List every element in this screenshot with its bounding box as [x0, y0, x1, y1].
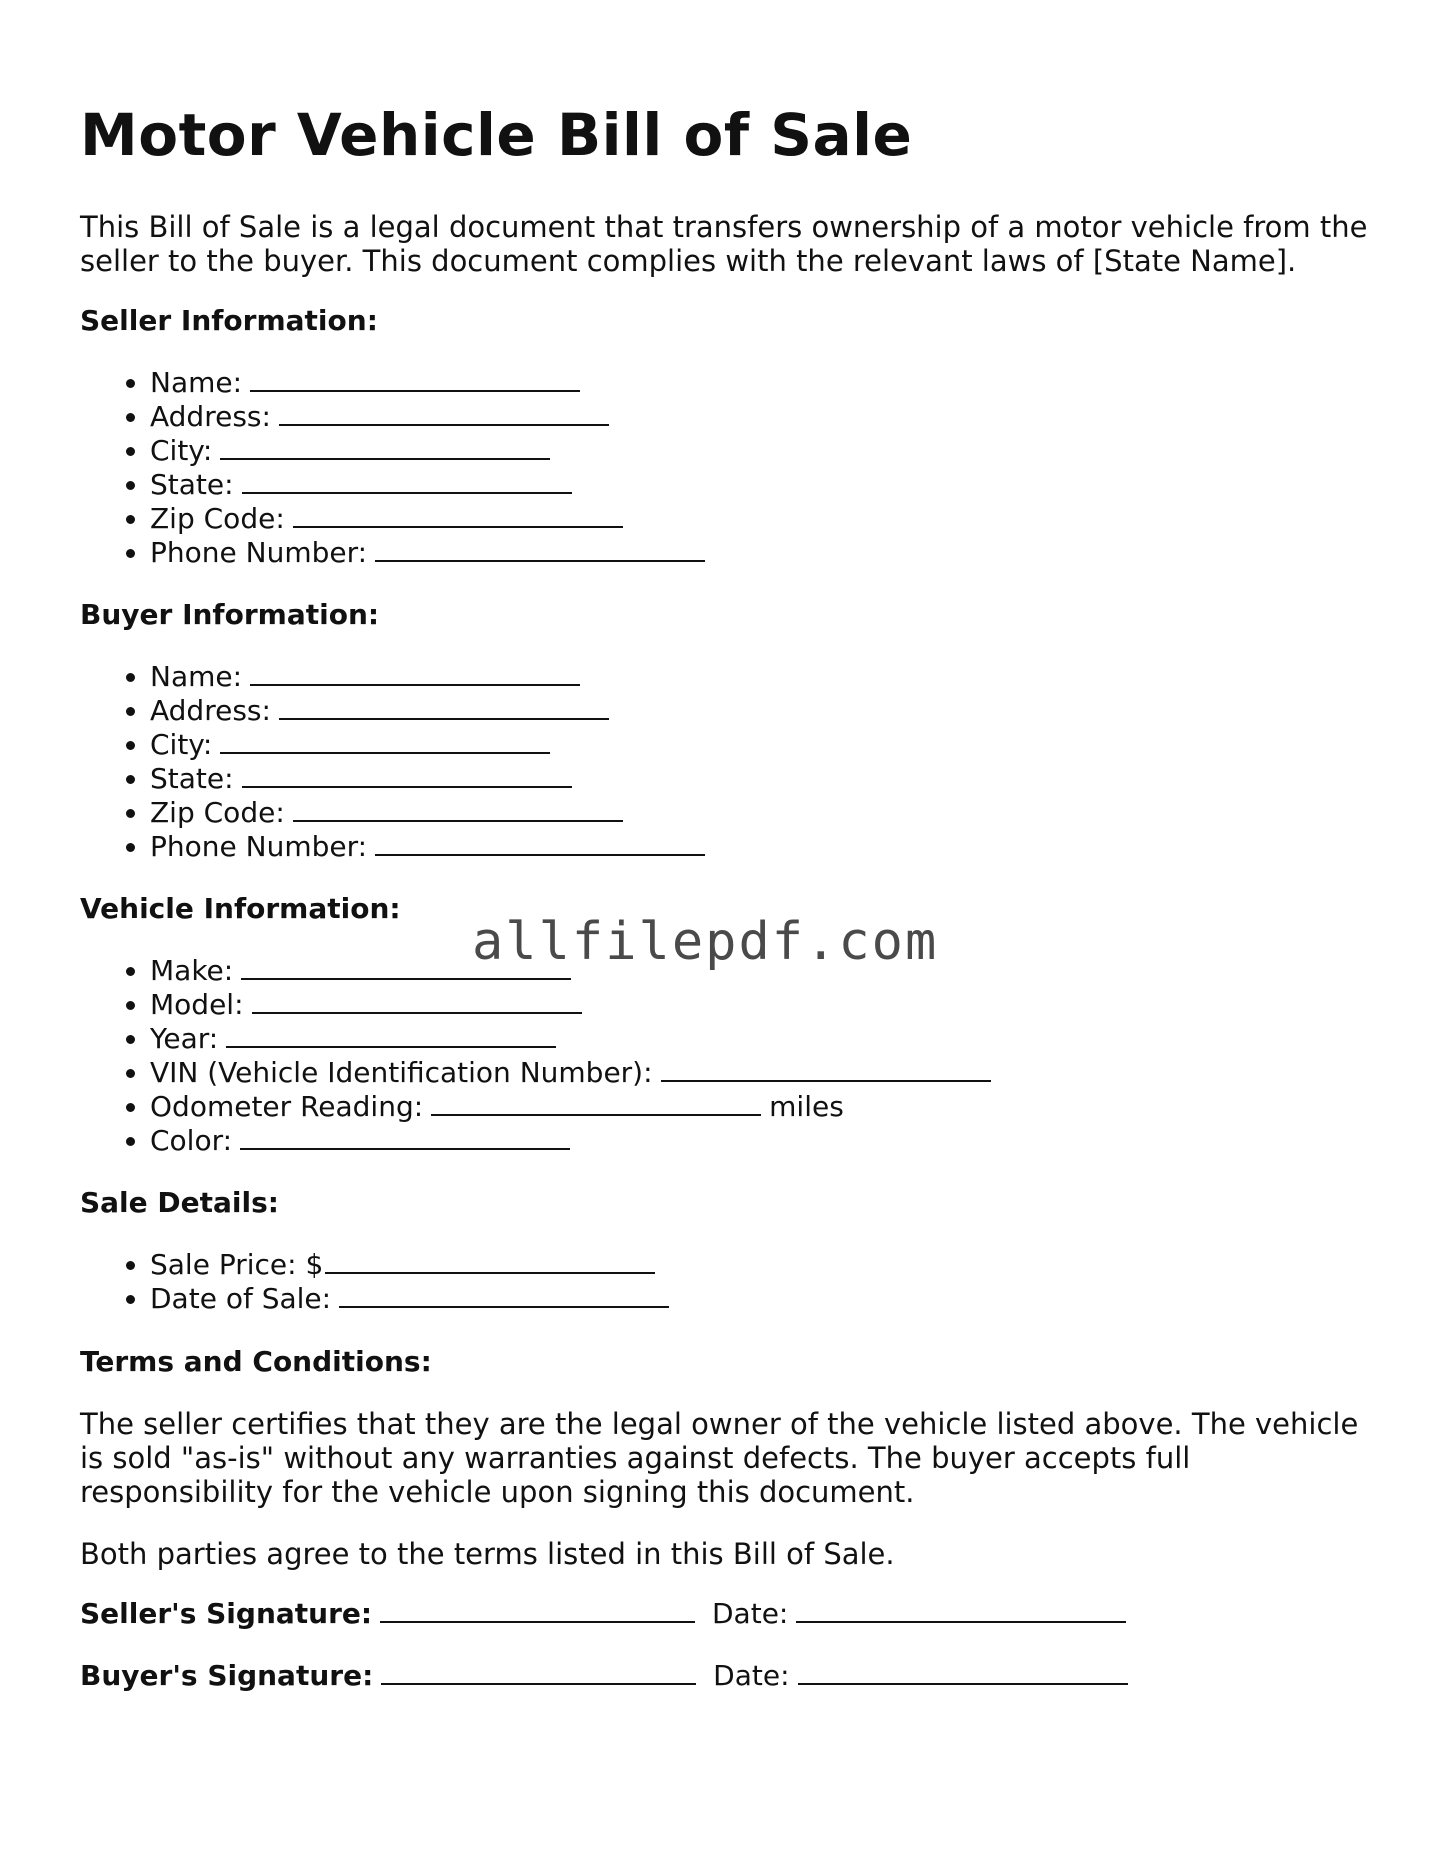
field-label: Odometer Reading: [150, 1090, 424, 1123]
vehicle-model-line[interactable] [252, 988, 582, 1014]
vehicle-color-item [150, 1124, 1380, 1158]
field-label: Phone Number: [150, 830, 368, 863]
agreement-paragraph: Both parties agree to the terms listed in this Bill of Sale. [80, 1537, 895, 1571]
buyer-signature-row [80, 1659, 1380, 1693]
buyer-zip-item [150, 796, 1380, 830]
buyer-field-list [80, 660, 1380, 864]
field-label: Model: [150, 988, 244, 1021]
seller-section [80, 304, 1380, 570]
buyer-phone-item [150, 830, 1380, 864]
buyer-state-item [150, 762, 1380, 796]
buyer-date-line[interactable] [798, 1659, 1128, 1685]
seller-state-line[interactable] [242, 468, 572, 494]
vehicle-model-item [150, 988, 1380, 1022]
seller-name-item [150, 366, 1380, 400]
seller-signature-row [80, 1597, 1380, 1631]
vehicle-year-line[interactable] [226, 1022, 556, 1048]
document-title: Motor Vehicle Bill of Sale [80, 101, 913, 169]
seller-state-item [150, 468, 1380, 502]
buyer-name-line[interactable] [250, 660, 580, 686]
signature-section [80, 1597, 1380, 1693]
terms-paragraph: The seller certifies that they are the legal owner of the vehicle listed above. The vehicle is sold "as-is" without any warranties against defects. The buyer accepts full responsibility for the vehicle upon signing this document. [80, 1407, 1359, 1509]
odometer-unit: miles [769, 1090, 844, 1123]
buyer-state-line[interactable] [242, 762, 572, 788]
buyer-heading: Buyer Information: [80, 598, 380, 631]
intro-section [80, 210, 1380, 278]
sale-date-line[interactable] [339, 1282, 669, 1308]
field-label: Zip Code: [150, 796, 285, 829]
buyer-name-item [150, 660, 1380, 694]
watermark-text: allfilepdf.com [472, 912, 939, 972]
vehicle-field-list [80, 954, 1380, 1158]
seller-address-item [150, 400, 1380, 434]
vehicle-odometer-line[interactable] [431, 1090, 761, 1116]
sale-date-item [150, 1282, 1380, 1316]
buyer-city-line[interactable] [220, 728, 550, 754]
sale-price-item [150, 1248, 1380, 1282]
terms-heading: Terms and Conditions: [80, 1345, 432, 1378]
field-label: Phone Number: [150, 536, 368, 569]
sale-price-line[interactable] [325, 1248, 655, 1274]
vehicle-vin-item [150, 1056, 1380, 1090]
field-label: Sale Price: $ [150, 1248, 324, 1281]
field-label: Address: [150, 694, 271, 727]
field-label: Color: [150, 1124, 233, 1157]
seller-city-item [150, 434, 1380, 468]
intro-paragraph: This Bill of Sale is a legal document that transfers ownership of a motor vehicle from the seller to the buyer. This document complies with the relevant laws of [State Name]. [80, 210, 1368, 278]
field-label: City: [150, 728, 213, 761]
field-label: Make: [150, 954, 234, 987]
seller-name-line[interactable] [250, 366, 580, 392]
buyer-address-item [150, 694, 1380, 728]
seller-signature-label: Seller's Signature: [80, 1597, 373, 1630]
buyer-address-line[interactable] [279, 694, 609, 720]
vehicle-year-item [150, 1022, 1380, 1056]
terms-section [80, 1345, 1380, 1571]
vehicle-color-line[interactable] [240, 1124, 570, 1150]
seller-phone-item [150, 536, 1380, 570]
seller-zip-item [150, 502, 1380, 536]
field-label: VIN (Vehicle Identification Number): [150, 1056, 653, 1089]
buyer-zip-line[interactable] [293, 796, 623, 822]
seller-date-line[interactable] [796, 1597, 1126, 1623]
field-label: Zip Code: [150, 502, 285, 535]
field-label: Name: [150, 660, 243, 693]
field-label: Date of Sale: [150, 1282, 332, 1315]
buyer-phone-line[interactable] [375, 830, 705, 856]
seller-zip-line[interactable] [293, 502, 623, 528]
vehicle-heading: Vehicle Information: [80, 892, 401, 925]
buyer-section [80, 598, 1380, 864]
field-label: Address: [150, 400, 271, 433]
seller-field-list [80, 366, 1380, 570]
buyer-date-label: Date: [713, 1659, 790, 1692]
seller-phone-line[interactable] [375, 536, 705, 562]
field-label: State: [150, 762, 234, 795]
sale-field-list [80, 1248, 1380, 1316]
seller-date-label: Date: [712, 1597, 789, 1630]
vehicle-odometer-item [150, 1090, 1380, 1124]
field-label: City: [150, 434, 213, 467]
seller-address-line[interactable] [279, 400, 609, 426]
field-label: Year: [150, 1022, 219, 1055]
seller-signature-line[interactable] [380, 1597, 695, 1623]
buyer-signature-line[interactable] [381, 1659, 696, 1685]
sale-heading: Sale Details: [80, 1186, 279, 1219]
vehicle-vin-line[interactable] [661, 1056, 991, 1082]
field-label: State: [150, 468, 234, 501]
buyer-signature-label: Buyer's Signature: [80, 1659, 374, 1692]
buyer-city-item [150, 728, 1380, 762]
field-label: Name: [150, 366, 243, 399]
sale-section [80, 1186, 1380, 1316]
seller-heading: Seller Information: [80, 304, 378, 337]
seller-city-line[interactable] [220, 434, 550, 460]
